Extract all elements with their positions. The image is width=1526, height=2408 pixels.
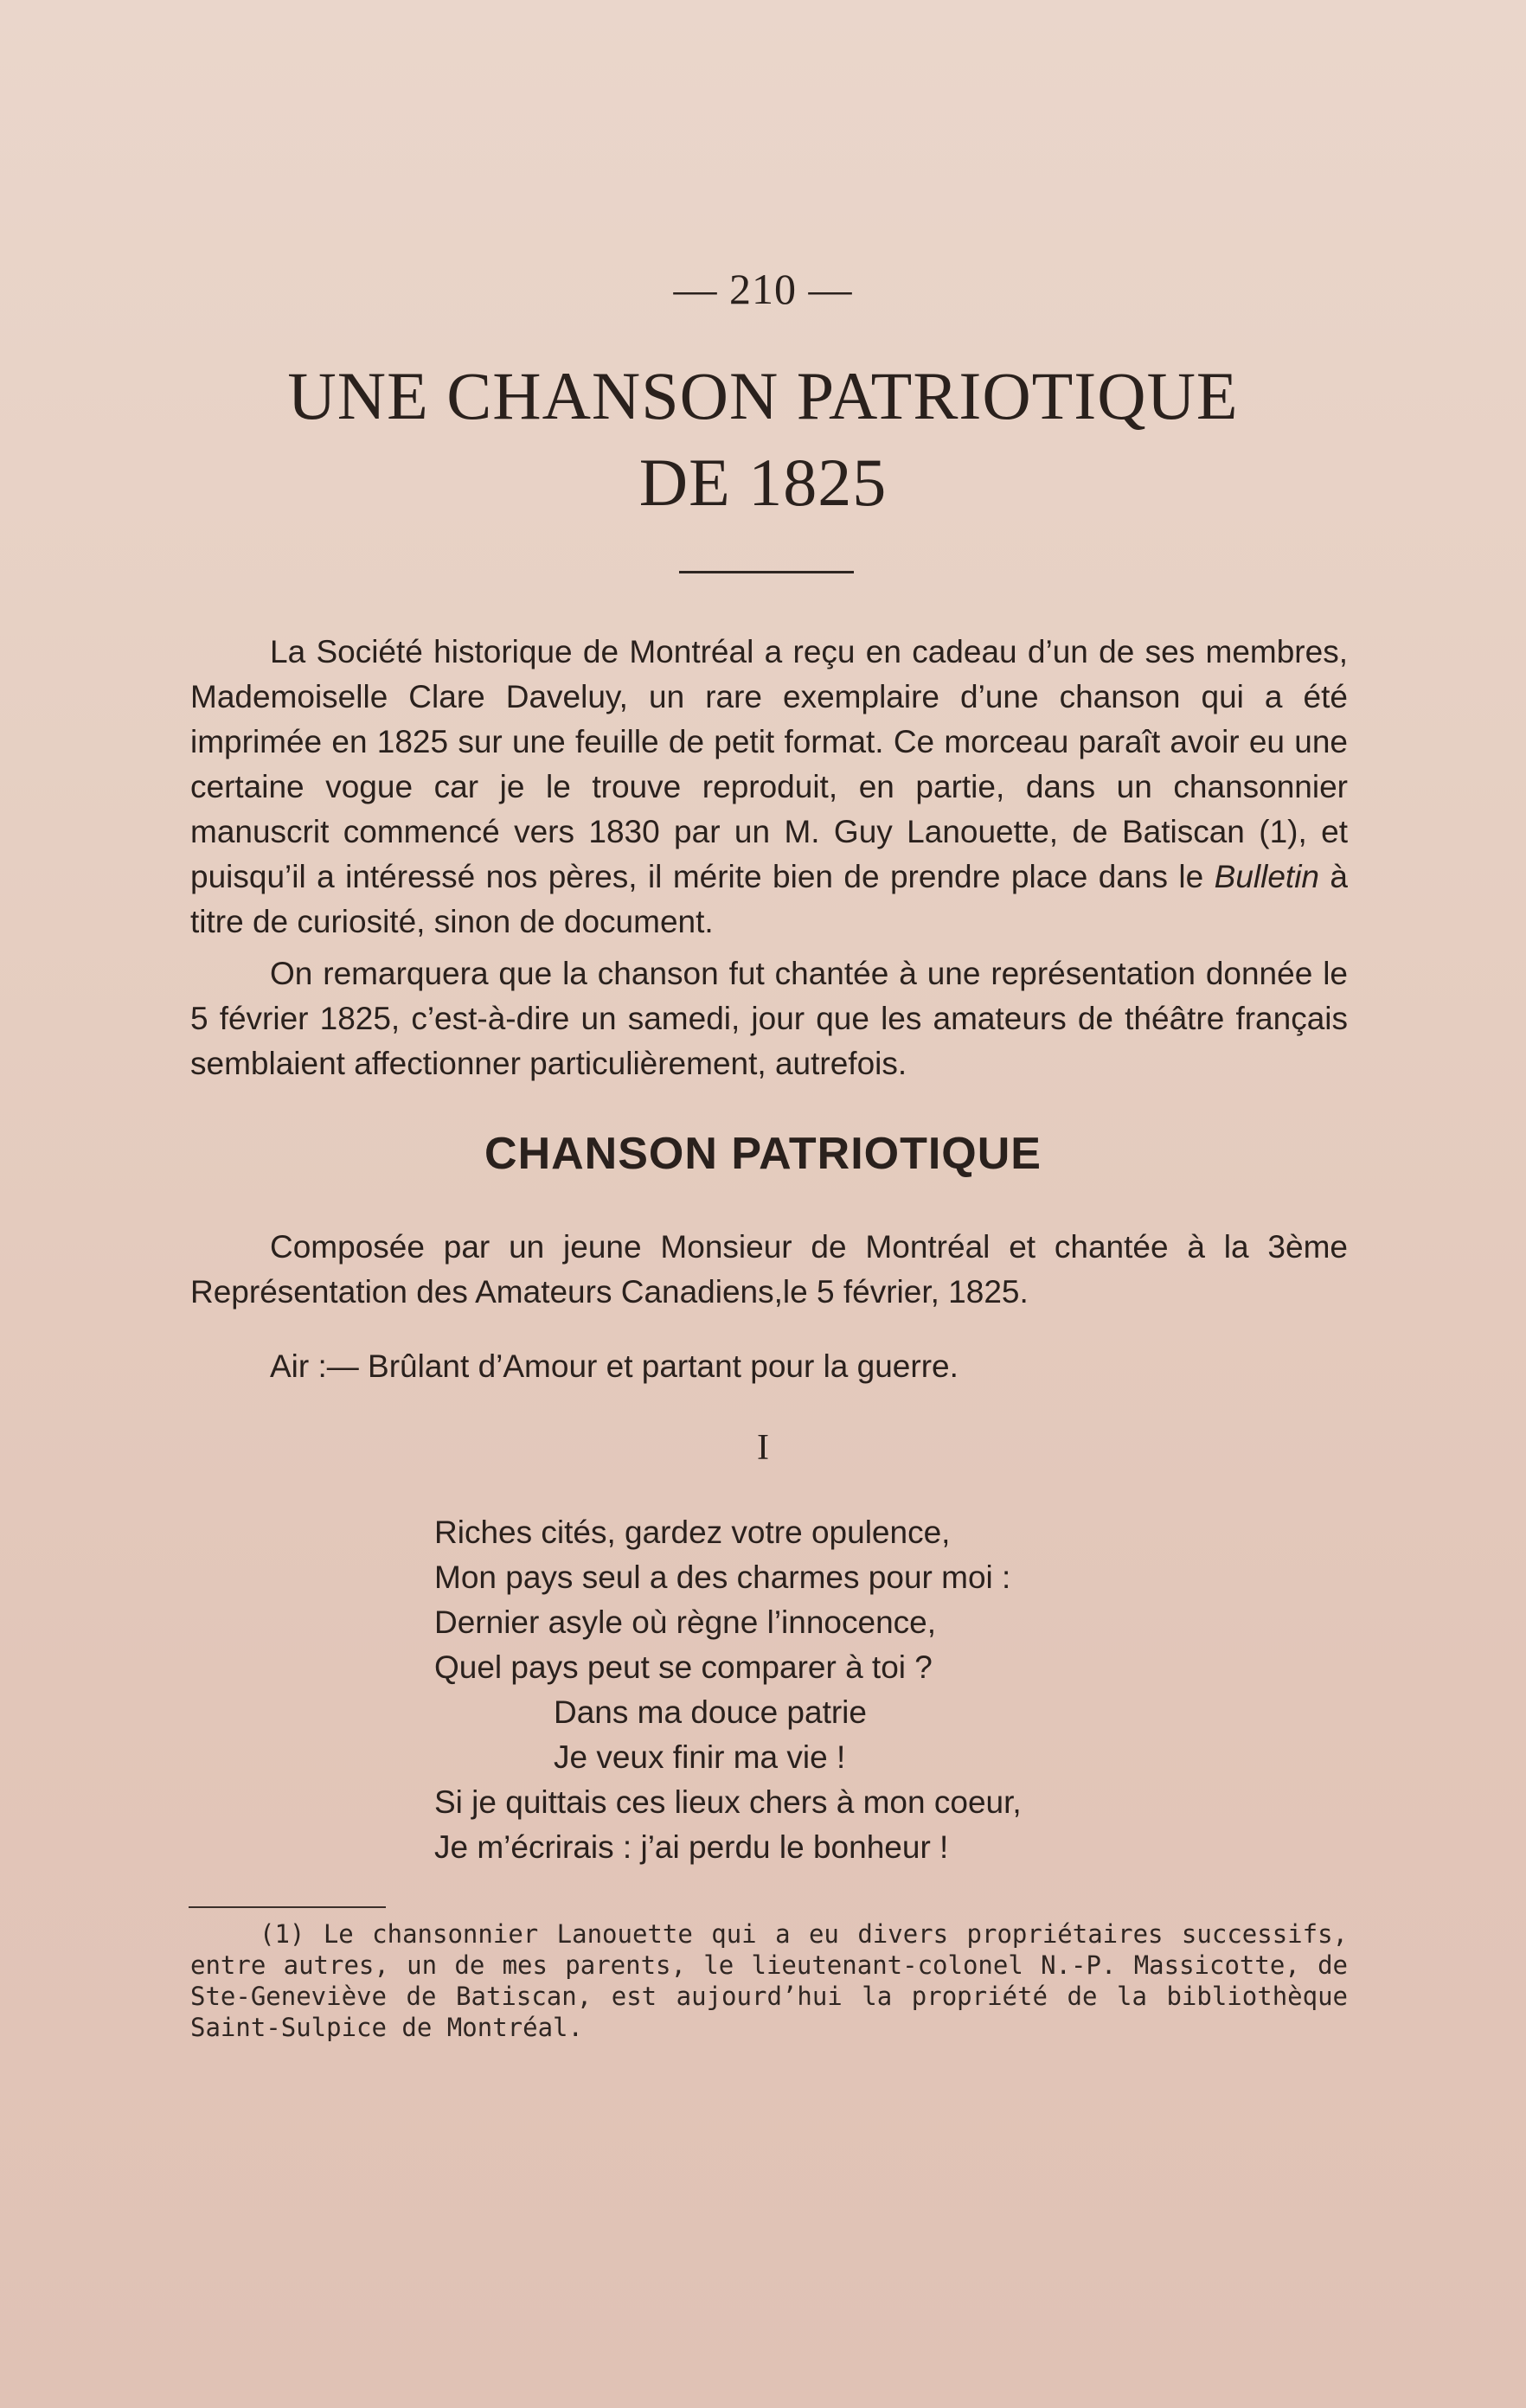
bulletin-title: Bulletin: [1214, 859, 1320, 894]
verse-line: Dernier asyle où règne l’innocence,: [434, 1604, 937, 1640]
footnote: (1) Le chansonnier Lanouette qui a eu divers propriétaires successifs, entre autres, un de mes parents, le lieutenant-colonel N.-P. Massicotte, de Ste-Geneviève de Batiscan, est aujourd’hui la propriété de la bibliothèque Saint-Sulpice de Montréal.: [190, 1919, 1348, 2042]
title-divider: [679, 571, 854, 573]
stanza-number: I: [757, 1428, 769, 1468]
intro-paragraph-2: On remarquera que la chanson fut chantée à une représentation donnée le 5 février 1825, c’est-à-dire un samedi, jour que les amateurs de théâtre français semblaient affectionner particulièrement, autrefois.: [190, 956, 1348, 1081]
verse-line: Je m’écrirais : j’ai perdu le bonheur !: [434, 1829, 949, 1865]
verse-line: Dans ma douce patrie: [554, 1694, 867, 1730]
article-title: [0, 353, 1526, 526]
verse-line: Si je quittais ces lieux chers à mon coeur,: [434, 1784, 1022, 1820]
song-title: CHANSON PATRIOTIQUE: [484, 1129, 1042, 1179]
page-number: — 210 —: [673, 265, 853, 313]
intro-paragraph-1-end: à titre de curiosité, sinon de document.: [190, 859, 1349, 939]
footnote-divider: [189, 1906, 386, 1908]
song-subtitle: Composée par un jeune Monsieur de Montréal et chantée à la 3ème Représentation des Amateurs Canadiens,le 5 février, 1825.: [190, 1229, 1348, 1310]
song-air: Air :— Brûlant d’Amour et partant pour la guerre.: [270, 1348, 959, 1384]
article-title-line-2: DE 1825: [638, 445, 888, 520]
verse-line: Quel pays peut se comparer à toi ?: [434, 1649, 933, 1685]
article-title-line-1: UNE CHANSON PATRIOTIQUE: [287, 358, 1239, 433]
verse-line: Mon pays seul a des charmes pour moi :: [434, 1559, 1011, 1595]
verse-line: Je veux finir ma vie !: [554, 1739, 846, 1775]
verse-line: Riches cités, gardez votre opulence,: [434, 1515, 951, 1550]
intro-paragraph-1-text: La Société historique de Montréal a reçu en cadeau d’un de ses membres, Mademoiselle Clare Daveluy, un rare exemplaire d’une chanson qui a été imprimée en 1825 sur une feuille de petit format. Ce morceau paraît avoir eu une certaine vogue car je le trouve reproduit, en partie, dans un chansonnier manuscrit commencé vers 1830 par un M. Guy Lanouette, de Batiscan (1), et puisqu’il a intéressé nos pères, il mérite bien de prendre place dans le: [190, 634, 1348, 894]
intro-paragraph-1: [190, 630, 1348, 945]
